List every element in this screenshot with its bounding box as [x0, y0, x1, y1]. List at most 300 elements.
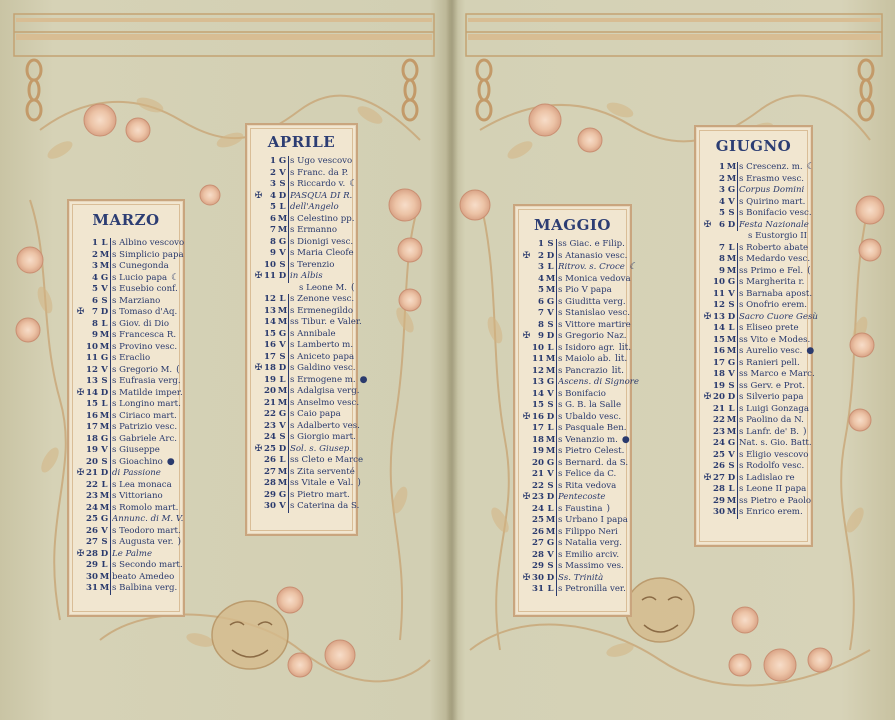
saint-name [558, 435, 630, 447]
day-number: 1 [538, 239, 544, 249]
saint-text: s Maria Cleofe [290, 248, 354, 258]
saint-name [112, 284, 178, 296]
day-row [75, 238, 185, 250]
day-row [75, 457, 177, 469]
saint-text: s Ladislao re [739, 472, 795, 483]
cross-icon: ✠ [254, 363, 263, 373]
weekday-letter: M [545, 285, 556, 295]
day-number: 25 [264, 443, 276, 454]
saint-name [739, 392, 803, 404]
saint-text: s Zenone vesc. [290, 294, 355, 304]
day-number: 28 [532, 549, 544, 560]
day-row [253, 294, 355, 306]
saint-text: s Gregorio Naz. [558, 331, 627, 341]
day-row [702, 334, 811, 347]
saint-name [112, 273, 179, 285]
day-row [253, 351, 355, 364]
day-number: 11 [86, 353, 98, 363]
day-number: 3 [92, 261, 98, 271]
saint-text: s Gabriele Arc. [112, 433, 177, 444]
day-row [75, 537, 181, 549]
saint-text: s Matilde imper. [112, 387, 183, 398]
saint-text: in Albis [290, 271, 323, 281]
day-row [521, 331, 627, 343]
day-number: 15 [532, 400, 544, 410]
saint-name [739, 507, 803, 519]
day-row [75, 364, 180, 377]
saint-text: s Franc. da P. [290, 167, 349, 178]
day-row [75, 480, 177, 492]
day-row [521, 239, 624, 251]
day-row [75, 514, 184, 526]
moon-phase-icon: ☾ [171, 272, 180, 283]
day-number: 29 [713, 495, 725, 506]
saint-name [739, 438, 812, 450]
saint-text: s Romolo mart. [112, 502, 179, 513]
day-number: 26 [532, 526, 544, 537]
saint-name [739, 381, 805, 393]
weekday-letter: D [545, 412, 557, 424]
day-row [702, 507, 805, 519]
weekday-letter: G [99, 273, 111, 285]
weekday-letter: S [277, 179, 289, 191]
day-row [253, 432, 356, 444]
day-number: 26 [713, 461, 725, 471]
saint-name [739, 427, 807, 439]
day-row [521, 469, 624, 481]
saint-text: dell'Angelo [290, 202, 339, 212]
saint-text: Sacro Cuore Gesù [739, 311, 818, 322]
weekday-letter: M [277, 317, 288, 327]
day-row [702, 323, 805, 335]
cross-icon: ✠ [522, 411, 531, 422]
weekday-letter: M [277, 213, 288, 224]
saint-name [112, 238, 184, 250]
day-number: 4 [719, 196, 725, 207]
weekday-letter: L [726, 323, 738, 335]
saint-name [112, 514, 183, 526]
day-number: 16 [713, 346, 725, 356]
saint-text: s Cunegonda [112, 261, 169, 271]
day-row [253, 501, 360, 513]
day-list [253, 156, 368, 513]
weekday-letter: D [726, 392, 738, 404]
saint-name [112, 572, 174, 584]
weekday-letter: L [99, 319, 111, 331]
month-panel-giugno [694, 125, 818, 547]
saint-name [112, 503, 178, 515]
weekday-letter: L [545, 262, 557, 274]
saint-text: s Leone II papa [739, 484, 807, 494]
saint-text: s Crescenz. m. [739, 162, 803, 172]
weekday-letter: L [545, 584, 557, 596]
saint-name [739, 266, 811, 278]
saint-name [112, 307, 177, 319]
day-row [702, 461, 805, 473]
day-number: 18 [86, 433, 98, 444]
saint-text: s Bonifacio [558, 388, 606, 399]
weekday-letter: M [99, 571, 110, 582]
day-number: 30 [86, 571, 98, 582]
saint-name [112, 480, 172, 492]
day-row [75, 434, 177, 446]
weekday-letter: M [99, 341, 110, 352]
saint-text: s Giov. di Dio [112, 318, 170, 329]
saint-text: ss Pietro e Paolo [739, 495, 812, 506]
day-row [75, 296, 177, 308]
weekday-letter: D [545, 251, 557, 263]
saint-name [739, 220, 809, 232]
saint-name [290, 352, 354, 364]
saint-text: s Silverio papa [739, 392, 804, 402]
day-number: 13 [264, 305, 276, 316]
saint-text: s Bonifacio vesc. [739, 208, 812, 218]
day-number: 16 [86, 410, 98, 421]
saint-name [739, 185, 804, 197]
weekday-letter: L [545, 423, 557, 435]
day-number: 30 [532, 572, 544, 583]
weekday-letter: V [277, 168, 289, 180]
saint-name [558, 274, 631, 286]
day-list [702, 162, 818, 519]
weekday-letter: S [99, 296, 111, 308]
saint-text: s Zita serventé [290, 466, 355, 477]
saint-text: s Venanzio m. [558, 434, 618, 445]
saint-name [739, 358, 800, 370]
saint-text: beato Amedeo [112, 571, 175, 582]
saint-text: s Petronilla ver. [558, 584, 626, 594]
day-row [521, 584, 624, 596]
day-number: 10 [713, 277, 725, 287]
day-row [253, 386, 360, 398]
saint-text: Corpus Domini [739, 185, 805, 195]
saint-text: s Lanfr. de' B. [739, 426, 800, 437]
day-row [702, 484, 805, 496]
day-number: 14 [713, 323, 725, 333]
day-row [75, 445, 177, 457]
saint-text: s Terenzio [290, 259, 335, 270]
saint-text: Ss. Trinità [558, 572, 604, 583]
day-row [702, 427, 805, 439]
weekday-letter: L [726, 243, 738, 255]
day-row [253, 236, 354, 249]
saint-text: Le Palme [112, 548, 153, 559]
saint-text: Ascens. di Signore [558, 377, 639, 387]
weekday-letter: L [99, 480, 111, 492]
saint-name [558, 527, 618, 539]
saint-text: s Natalia verg. [558, 538, 622, 548]
weekday-letter: M [277, 466, 288, 477]
day-number: 28 [713, 484, 725, 494]
cross-icon: ✠ [703, 311, 712, 322]
weekday-letter: G [277, 237, 289, 249]
day-row [521, 573, 624, 585]
weekday-letter: M [726, 507, 737, 517]
day-row [253, 213, 355, 226]
weekday-letter: L [545, 504, 557, 516]
saint-text: s Teodoro mart. [112, 525, 181, 536]
day-row [521, 515, 628, 527]
weekday-letter: M [545, 354, 556, 364]
day-row [75, 411, 177, 423]
saint-name [290, 490, 350, 502]
weekday-letter: D [726, 220, 738, 232]
weekday-letter: D [277, 363, 289, 375]
day-row [521, 434, 630, 447]
saint-name [112, 537, 181, 549]
day-number: 8 [719, 254, 725, 264]
day-number: 2 [538, 250, 544, 261]
weekday-letter: L [277, 294, 289, 306]
saint-name [290, 455, 363, 467]
saint-text: Nat. s. Gio. Batt. [739, 438, 812, 448]
day-number: 1 [719, 162, 725, 172]
saint-name [290, 444, 352, 456]
day-number: 15 [264, 328, 276, 339]
day-number: 19 [264, 374, 276, 385]
saint-name [739, 473, 795, 485]
day-row [253, 282, 355, 295]
moon-phase-icon: ● [806, 346, 815, 356]
saint-text: s Stanislao vesc. [558, 308, 630, 318]
cross-icon: ✠ [76, 548, 85, 559]
saint-text: s Paolino da N. [739, 415, 804, 425]
day-number: 2 [92, 249, 98, 260]
day-row [521, 354, 628, 366]
saint-text: s Gregorio M. [112, 364, 173, 375]
day-row [253, 271, 350, 283]
moon-phase-icon: ( [807, 265, 811, 276]
moon-phase-icon: ● [621, 434, 630, 445]
day-number: 7 [270, 225, 276, 235]
saint-name [558, 377, 639, 389]
day-row [75, 272, 180, 285]
saint-text: s Onofrio erem. [739, 300, 807, 310]
saint-text: ss Giac. e Filip. [558, 239, 625, 249]
weekday-letter: D [726, 473, 738, 485]
saint-name [558, 550, 619, 562]
saint-text: s Gioachino [112, 456, 163, 467]
weekday-letter: G [545, 297, 557, 309]
saint-text: s Massimo ves. [558, 561, 624, 571]
saint-name [290, 432, 356, 444]
day-number: 5 [538, 285, 544, 295]
saint-name [290, 156, 352, 168]
page-fold [446, 0, 458, 720]
weekday-letter: M [99, 491, 110, 501]
day-row [702, 174, 805, 186]
weekday-letter: V [99, 526, 111, 538]
day-row [253, 466, 355, 479]
weekday-letter: V [277, 248, 289, 260]
day-number: 12 [86, 364, 98, 375]
cross-icon: ✠ [522, 572, 531, 583]
saint-text: Festa Nazionale [739, 219, 809, 230]
weekday-letter: L [99, 560, 111, 572]
day-number: 10 [86, 341, 98, 352]
day-row [521, 400, 624, 412]
saint-text: Ritrov. s. Croce [558, 262, 625, 272]
weekday-letter: M [545, 273, 556, 284]
day-row [253, 156, 353, 168]
day-row [702, 415, 805, 427]
weekday-letter: L [277, 202, 289, 214]
weekday-letter: S [545, 320, 557, 332]
day-number: 24 [532, 503, 544, 514]
saint-text: s Eligio vescovo [739, 449, 809, 460]
saint-name [112, 365, 180, 377]
weekday-letter: V [99, 365, 111, 377]
moon-phase-icon: ( [351, 282, 355, 293]
saint-text: ss Vitale e Val. [290, 478, 354, 488]
day-row [521, 250, 628, 263]
saint-text: di Passione [112, 468, 161, 478]
day-number: 13 [713, 311, 725, 322]
day-row [75, 284, 177, 296]
day-row [702, 392, 805, 404]
day-number: 27 [532, 538, 544, 548]
weekday-letter: M [726, 265, 737, 276]
day-row [253, 490, 350, 502]
weekday-letter: L [277, 455, 289, 467]
day-row [702, 185, 805, 197]
weekday-letter: V [726, 369, 738, 381]
day-number: 20 [532, 457, 544, 468]
saint-text: s Aurelio vesc. [739, 346, 803, 356]
day-row [75, 549, 177, 561]
day-number: 26 [86, 525, 98, 536]
saint-text: s Eliseo prete [739, 323, 799, 333]
weekday-letter: M [277, 478, 288, 488]
saint-name [739, 197, 805, 209]
day-row [75, 387, 183, 400]
saint-name [290, 409, 341, 421]
weekday-letter: G [726, 438, 738, 450]
day-number: 4 [538, 273, 544, 284]
saint-name [558, 469, 616, 481]
saint-text: s Monica vedova [558, 273, 631, 284]
weekday-letter: L [545, 343, 557, 355]
weekday-letter: G [545, 458, 557, 470]
day-row [253, 363, 356, 375]
saint-text: s Eufrasia verg. [112, 376, 181, 386]
saint-text: s Faustina [558, 503, 603, 514]
saint-name [290, 375, 368, 387]
saint-text: s Medardo vesc. [739, 254, 811, 264]
saint-name [112, 560, 183, 572]
saint-name [290, 329, 336, 341]
month-title: MARZO [92, 211, 160, 229]
saint-name [112, 261, 169, 273]
cross-icon: ✠ [522, 250, 531, 261]
saint-name [558, 285, 612, 297]
day-row [702, 449, 809, 462]
saint-name [558, 262, 637, 274]
moon-phase-icon: ( [176, 364, 180, 375]
day-list [75, 238, 185, 595]
saint-text: ss Tibur. e Valer. [290, 317, 362, 327]
weekday-letter: V [99, 445, 111, 457]
weekday-letter: G [99, 434, 111, 446]
weekday-letter: D [545, 331, 557, 343]
day-number: 28 [86, 548, 98, 559]
weekday-letter: S [99, 376, 111, 388]
weekday-letter: S [726, 208, 738, 220]
day-number: 3 [270, 179, 276, 189]
saint-text: s Isidoro agr. [558, 342, 615, 353]
weekday-letter: M [545, 434, 556, 445]
day-number: 21 [713, 403, 725, 414]
day-number: 29 [86, 560, 98, 570]
day-number: 8 [538, 319, 544, 330]
day-number: 7 [719, 242, 725, 253]
saint-text: s Quirino mart. [739, 196, 806, 207]
saint-text: s Ubaldo vesc. [558, 411, 622, 422]
saint-text: s Vittoriano [112, 491, 163, 501]
saint-name [739, 174, 804, 186]
cross-icon: ✠ [703, 472, 712, 483]
day-row [253, 478, 361, 490]
day-row [702, 369, 815, 381]
weekday-letter: M [726, 173, 737, 184]
saint-text: s Balbina verg. [112, 583, 178, 593]
weekday-letter: V [545, 308, 557, 320]
day-row [702, 219, 809, 232]
weekday-letter: V [277, 421, 289, 433]
saint-text: s Secondo mart. [112, 560, 183, 570]
day-row [521, 492, 624, 504]
weekday-letter: V [277, 340, 289, 352]
day-row [75, 307, 177, 319]
day-row [75, 399, 181, 411]
saint-text: s Lucio papa [112, 272, 168, 283]
saint-name [739, 312, 818, 324]
day-number: 10 [264, 259, 276, 270]
weekday-letter: G [545, 538, 557, 550]
day-number: 19 [713, 380, 725, 391]
saint-text: s Ranieri pell. [739, 357, 800, 368]
moon-phase-icon: ) [177, 537, 181, 547]
day-number: 29 [264, 489, 276, 500]
saint-text: s G. B. la Salle [558, 400, 622, 410]
weekday-letter: M [726, 495, 737, 506]
saint-text: s Augusta ver. [112, 537, 174, 547]
saint-name [112, 411, 177, 423]
day-number: 18 [532, 434, 544, 445]
weekday-letter: D [277, 271, 289, 283]
saint-name [558, 354, 627, 366]
day-row [253, 225, 350, 237]
day-number: 13 [532, 377, 544, 387]
day-row [253, 340, 354, 352]
day-number: 25 [713, 449, 725, 460]
saint-text: s Lamberto m. [290, 340, 354, 350]
saint-name [739, 496, 811, 508]
saint-name [558, 515, 628, 527]
saint-name [290, 317, 362, 329]
day-number: 18 [713, 369, 725, 379]
saint-name [290, 340, 353, 352]
day-row [253, 248, 354, 260]
day-number: 26 [264, 455, 276, 465]
saint-name [558, 573, 603, 585]
day-number: 15 [86, 399, 98, 409]
saint-text: s Eraclio [112, 353, 151, 363]
weekday-letter: M [277, 386, 288, 396]
saint-text: s Longino mart. [112, 399, 181, 409]
saint-text: s Albino vescovo [112, 238, 185, 248]
day-row [75, 353, 177, 365]
